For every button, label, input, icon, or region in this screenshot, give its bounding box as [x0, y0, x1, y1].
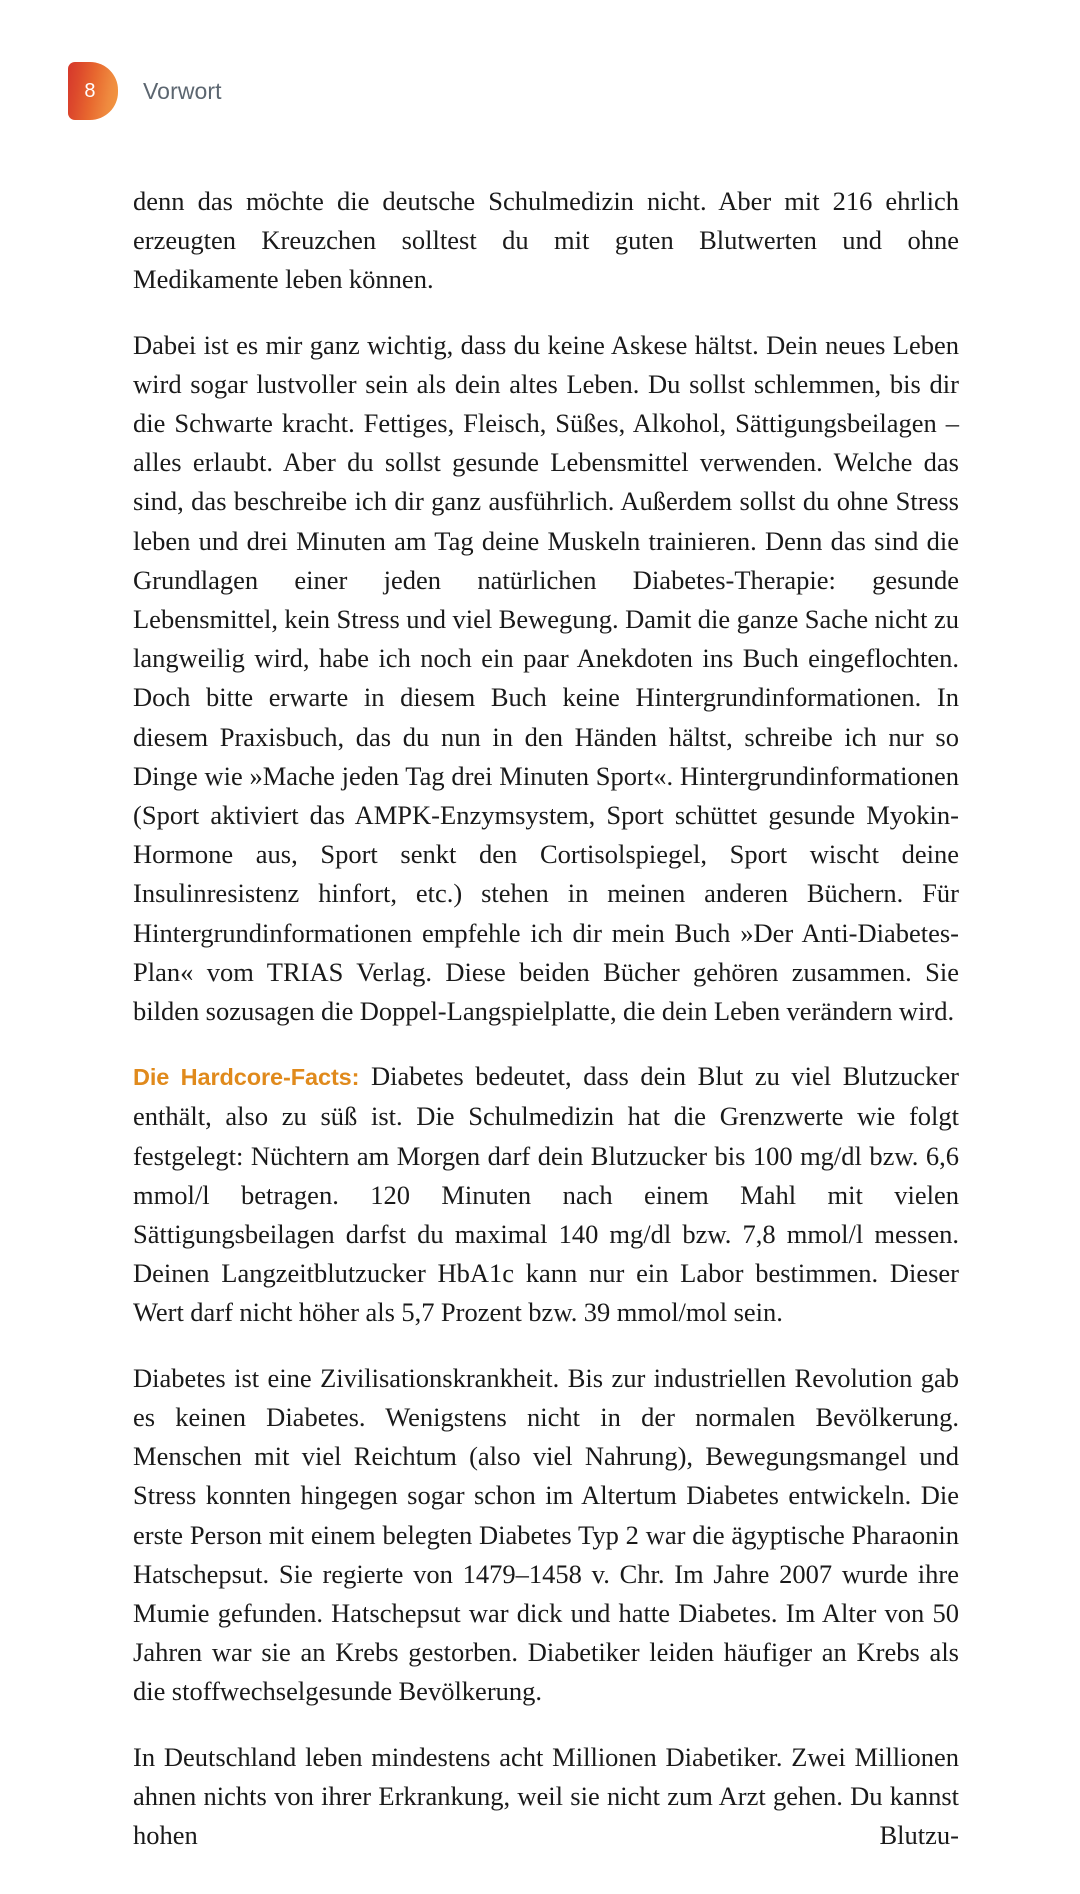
paragraph-1: denn das möchte die deutsche Schulmedizin nicht. Aber mit 216 ehrlich erzeugten Kreuzchen solltest du mit guten Blutwerten und ohne Medikamente leben können.: [133, 186, 959, 295]
paragraph-5: In Deutschland leben mindestens acht Millionen Diabetiker. Zwei Millionen ahnen nichts von ihrer Erkrankung, weil sie nicht zum Arzt gehen. Du kannst hohen Blutzu-: [133, 1741, 959, 1850]
running-head: [68, 62, 222, 120]
body-text-column: [133, 182, 959, 1894]
paragraph-3: [133, 1057, 959, 1332]
paragraph-2: Dabei ist es mir ganz wichtig, dass du keine Askese hältst. Dein neues Leben wird sogar lustvoller sein als dein altes Leben. Du sollst schlemmen, bis dir die Schwarte kracht. Fettiges, Fleisch, Süßes, Alkohol, Sättigungsbeilagen – alles erlaubt. Aber du sollst gesunde Lebensmittel verwenden. Welche das sind, das beschreibe ich dir ganz ausführlich. Außerdem sollst du ohne Stress leben und drei Minuten am Tag deine Muskeln trainieren. Denn das sind die Grundlagen einer jeden natürlichen Diabetes-Therapie: gesunde Lebensmittel, kein Stress und viel Bewegung. Damit die ganze Sache nicht zu langweilig wird, habe ich noch ein paar Anekdoten ins Buch eingeflochten. Doch bitte erwarte in diesem Buch keine Hintergrundinformationen. In diesem Praxisbuch, das du nun in den Händen hältst, schreibe ich nur so Dinge wie »Mache jeden Tag drei Minuten Sport«. Hintergrundinformationen (Sport aktiviert das AMPK-Enzymsystem, Sport schüttet gesunde Myokin-Hormone aus, Sport senkt den Cortisolspiegel, Sport wischt deine Insulinresistenz hinfort, etc.) stehen in meinen anderen Büchern. Für Hintergrundinformationen empfehle ich dir mein Buch »Der Anti-Diabetes-Plan« vom TRIAS Verlag. Diese beiden Bücher gehören zusammen. Sie bilden sozusagen die Doppel-Langspielplatte, die dein Leben verändern wird.: [133, 329, 959, 1027]
page-number: 8: [84, 80, 96, 102]
hardcore-facts-lead-in: Die Hardcore-Facts:: [133, 1064, 360, 1091]
paragraph-3-text: Diabetes bedeutet, dass dein Blut zu viel Blutzucker enthält, also zu süß ist. Die Schulmedizin hat die Grenzwerte wie folgt festgelegt: Nüchtern am Morgen darf dein Blutzucker bis 100 mg/dl bzw. 6,6 mmol/l betragen. 120 Minuten nach einem Mahl mit vielen Sättigungsbeilagen darfst du maximal 140 mg/dl bzw. 7,8 mmol/l messen. Deinen Langzeitblutzucker HbA1c kann nur ein Labor bestimmen. Dieser Wert darf nicht höher als 5,7 Prozent bzw. 39 mmol/mol sein.: [133, 1061, 959, 1328]
chapter-label: Vorwort: [143, 77, 222, 104]
paragraph-4: Diabetes ist eine Zivilisationskrankheit. Bis zur industriellen Revolution gab es keinen Diabetes. Wenigstens nicht in der normalen Bevölkerung. Menschen mit viel Reichtum (also viel Nahrung), Bewegungsmangel und Stress konnten hingegen sogar schon im Altertum Diabetes entwickeln. Die erste Person mit einem belegten Diabetes Typ 2 war die ägyptische Pharaonin Hatschepsut. Sie regierte von 1479–1458 v. Chr. Im Jahre 2007 wurde ihre Mumie gefunden. Hatschepsut war dick und hatte Diabetes. Im Alter von 50 Jahren war sie an Krebs gestorben. Diabetiker leiden häufiger an Krebs als die stoffwechselgesunde Bevölkerung.: [133, 1362, 959, 1707]
page-number-badge: [68, 62, 118, 120]
